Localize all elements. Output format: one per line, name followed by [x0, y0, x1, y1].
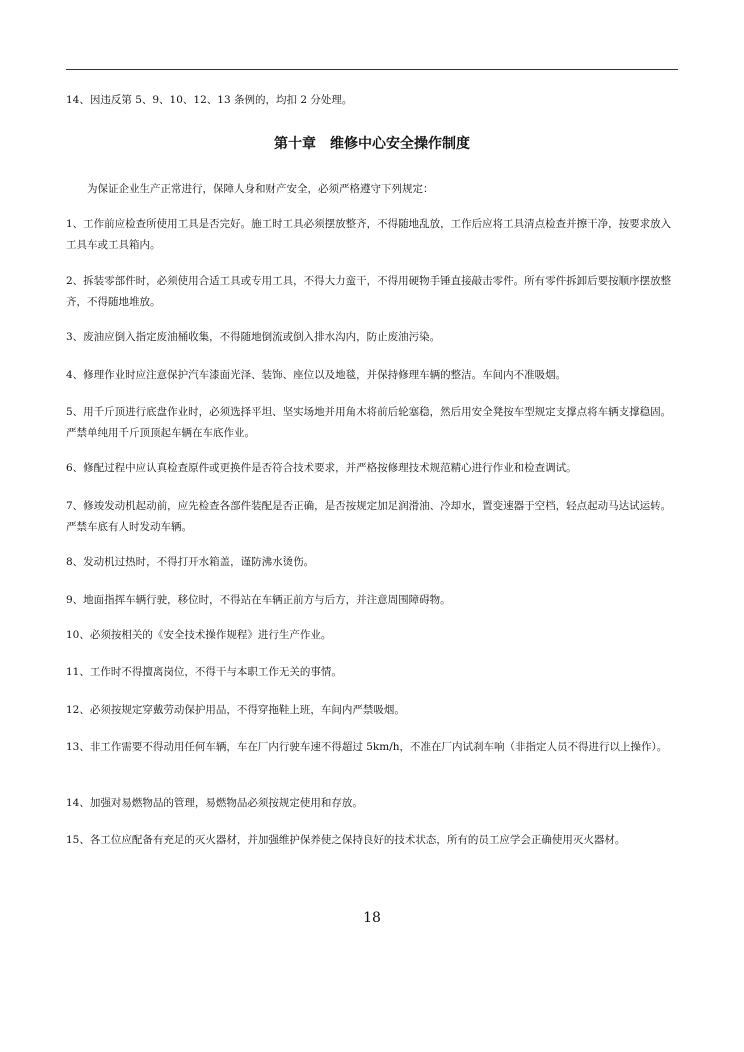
prev-item-14: 14、因违反第 5、9、10、12、13 条例的，均扣 2 分处理。 [66, 94, 353, 106]
list-item-9: 9、地面指挥车辆行驶，移位时，不得站在车辆正前方与后方，并注意周围障碍物。 [66, 594, 451, 606]
list-item-4: 4、修理作业时应注意保护汽车漆面光泽、装饰、座位以及地毯，并保持修理车辆的整洁。车间内不准吸烟。 [66, 369, 567, 381]
page-number: 18 [363, 910, 381, 926]
header-rule [66, 69, 678, 70]
list-item-13: 13、非工作需要不得动用任何车辆，车在厂内行驶车速不得超过 5km/h，不准在厂内试刹车响（非指定人员不得进行以上操作）。 [66, 741, 668, 753]
list-item-10: 10、必须按相关的《安全技术操作规程》进行生产作业。 [66, 629, 332, 641]
list-item-1: 1、工作前应检查所使用工具是否完好。施工时工具必须摆放整齐，不得随地乱放，工作后应将工具清点检查并擦干净，按要求放入工具车或工具箱内。 [66, 218, 672, 251]
list-item-11: 11、工作时不得擅离岗位，不得干与本职工作无关的事情。 [66, 666, 342, 678]
list-item-5: 5、用千斤顶进行底盘作业时，必须选择平坦、坚实场地并用角木将前后轮塞稳，然后用安全凳按车型规定支撑点将车辆支撑稳固。严禁单纯用千斤顶顶起车辆在车底作业。 [66, 406, 672, 439]
list-item-7: 7、修竣发动机起动前，应先检查各部件装配是否正确，是否按规定加足润滑油、冷却水，置变速器于空档，轻点起动马达试运转。严禁车底有人时发动车辆。 [66, 500, 672, 533]
list-item-3: 3、废油应倒入指定废油桶收集，不得随地倒流或倒入排水沟内，防止废油污染。 [66, 331, 441, 343]
intro-paragraph: 为保证企业生产正常进行，保障人身和财产安全，必须严格遵守下列规定： [87, 183, 434, 195]
list-item-2: 2、拆装零部件时，必须使用合适工具或专用工具，不得大力蛮干，不得用硬物手锤直接敲击零件。所有零件拆卸后要按顺序摆放整齐，不得随地堆放。 [66, 275, 672, 308]
list-item-14: 14、加强对易燃物品的管理，易燃物品必须按规定使用和存放。 [66, 797, 363, 809]
list-item-12: 12、必须按规定穿戴劳动保护用品，不得穿拖鞋上班，车间内严禁吸烟。 [66, 704, 405, 716]
list-item-8: 8、发动机过热时，不得打开水箱盖，谨防沸水烫伤。 [66, 556, 315, 568]
list-item-6: 6、修配过程中应认真检查原件或更换件是否符合技术要求，并严格按修理技术规范精心进行作业和检查调试。 [66, 462, 577, 474]
chapter-title: 第十章 维修中心安全操作制度 [274, 136, 470, 152]
list-item-15: 15、各工位应配备有充足的灭火器材，并加强维护保养使之保持良好的技术状态，所有的员工应学会正确使用灭火器材。 [66, 834, 626, 846]
